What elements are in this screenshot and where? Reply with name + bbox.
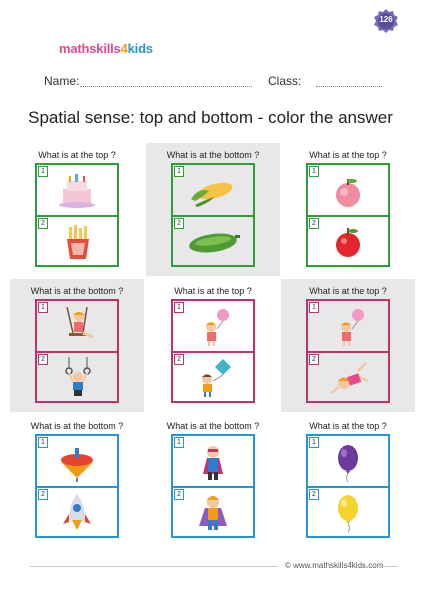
- question-text: What is at the top ?: [309, 286, 387, 296]
- option-number: 2: [174, 489, 184, 500]
- girl-jumping-icon[interactable]: [320, 357, 376, 397]
- logo-text-kids: kids: [127, 41, 153, 56]
- box-divider: [308, 351, 388, 353]
- girl-with-balloon-icon[interactable]: [320, 307, 376, 347]
- superhero-boy-icon[interactable]: [185, 442, 241, 482]
- page-number-badge: [373, 8, 399, 34]
- class-label: Class:: [268, 74, 302, 88]
- question-text: What is at the bottom ?: [30, 421, 124, 431]
- option-number: 2: [38, 354, 48, 365]
- exercise-cell: [281, 414, 415, 547]
- box-divider: [37, 351, 117, 353]
- option-number: 2: [309, 218, 319, 229]
- exercise-cell: [146, 279, 280, 412]
- box-divider: [37, 215, 117, 217]
- option-number: 2: [38, 489, 48, 500]
- box-divider: [37, 486, 117, 488]
- answer-box: [306, 163, 390, 267]
- boy-with-kite-icon[interactable]: [185, 357, 241, 397]
- yellow-balloon-icon[interactable]: [320, 492, 376, 532]
- exercise-cell: [10, 143, 144, 276]
- option-number: 1: [38, 437, 48, 448]
- name-label: Name:: [44, 74, 80, 88]
- question-text: What is at the top ?: [38, 150, 116, 160]
- box-divider: [173, 351, 253, 353]
- apple-icon[interactable]: [320, 221, 376, 261]
- class-line[interactable]: [316, 86, 382, 87]
- option-number: 2: [309, 489, 319, 500]
- question-text: What is at the top ?: [309, 150, 387, 160]
- girl-on-swing-icon[interactable]: [49, 307, 105, 347]
- box-divider: [308, 486, 388, 488]
- option-number: 2: [38, 218, 48, 229]
- footer-divider: [30, 566, 278, 567]
- exercise-cell: [146, 414, 280, 547]
- logo-text-4: 4: [120, 41, 128, 56]
- peach-icon[interactable]: [320, 171, 376, 211]
- exercise-cell: [10, 414, 144, 547]
- answer-box: [171, 163, 255, 267]
- answer-box: [306, 434, 390, 538]
- question-text: What is at the top ?: [309, 421, 387, 431]
- box-divider: [308, 215, 388, 217]
- worksheet-title: Spatial sense: top and bottom - color the answer: [28, 108, 393, 127]
- logo-text-mathskills: mathskills: [59, 41, 121, 56]
- name-line[interactable]: [80, 86, 252, 87]
- question-text: What is at the bottom ?: [166, 150, 260, 160]
- footer-divider-right: [358, 566, 398, 567]
- answer-box: [35, 434, 119, 538]
- exercise-cell: [146, 143, 280, 276]
- option-number: 1: [174, 166, 184, 177]
- option-number: 1: [174, 437, 184, 448]
- option-number: 2: [309, 354, 319, 365]
- spinning-top-icon[interactable]: [49, 442, 105, 482]
- cucumber-icon[interactable]: [185, 221, 241, 261]
- purple-balloon-icon[interactable]: [320, 442, 376, 482]
- question-text: What is at the bottom ?: [30, 286, 124, 296]
- answer-box: [35, 163, 119, 267]
- option-number: 1: [309, 166, 319, 177]
- option-number: 1: [309, 302, 319, 313]
- option-number: 1: [38, 166, 48, 177]
- superhero-girl-icon[interactable]: [185, 492, 241, 532]
- box-divider: [173, 486, 253, 488]
- birthday-cake-icon[interactable]: [49, 171, 105, 211]
- option-number: 2: [174, 218, 184, 229]
- box-divider: [173, 215, 253, 217]
- french-fries-icon[interactable]: [49, 221, 105, 261]
- question-text: What is at the bottom ?: [166, 421, 260, 431]
- rocket-icon[interactable]: [49, 492, 105, 532]
- option-number: 1: [309, 437, 319, 448]
- option-number: 1: [38, 302, 48, 313]
- question-text: What is at the top ?: [174, 286, 252, 296]
- answer-box: [171, 299, 255, 403]
- exercise-cell: [281, 279, 415, 412]
- exercise-cell: [10, 279, 144, 412]
- corn-icon[interactable]: [185, 171, 241, 211]
- option-number: 1: [174, 302, 184, 313]
- option-number: 2: [174, 354, 184, 365]
- answer-box: [35, 299, 119, 403]
- answer-box: [171, 434, 255, 538]
- badge-number: 126: [379, 15, 393, 24]
- girl-with-balloon-icon[interactable]: [185, 307, 241, 347]
- exercise-cell: [281, 143, 415, 276]
- logo: [59, 41, 153, 56]
- footer-copyright: © www.mathskills4kids.com: [285, 561, 384, 570]
- answer-box: [306, 299, 390, 403]
- boy-on-rings-icon[interactable]: [49, 357, 105, 397]
